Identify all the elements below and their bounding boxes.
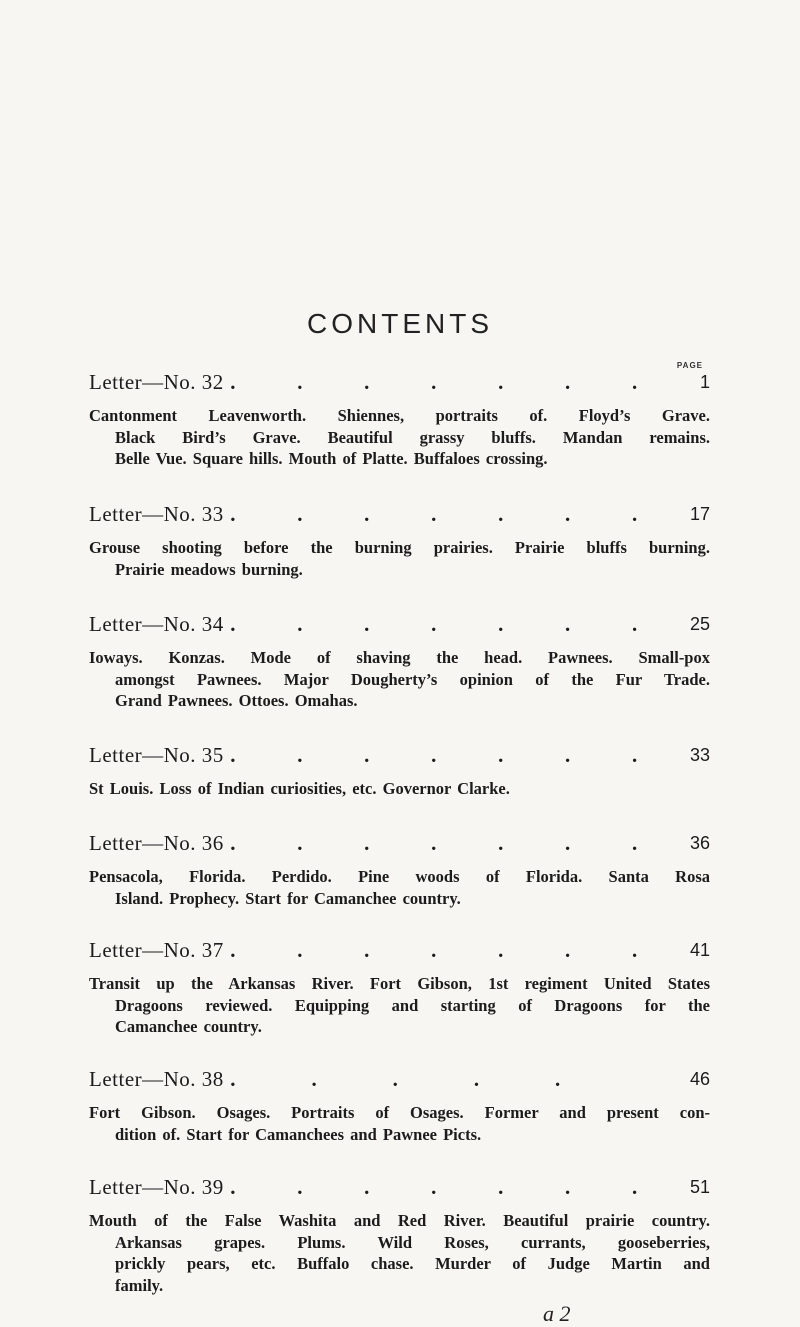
entry-description [89, 1102, 710, 1145]
description-line: Camanchee country. [115, 1017, 262, 1036]
contents-entry [89, 830, 710, 909]
entry-label: Letter—No. 35 [89, 743, 224, 767]
description-line: Black Bird’s Grave. Beautiful grassy bluffs. Mandan remains. [115, 427, 710, 447]
description-line: Pensacola, Florida. Perdido. Pine woods of Florida. Santa Rosa [89, 867, 710, 886]
description-line: Belle Vue. Square hills. Mouth of Platte. Buffaloes crossing. [115, 449, 548, 468]
contents-entry [89, 1066, 710, 1145]
leader-dots: . . . . . . . [231, 612, 638, 636]
description-line: Grouse shooting before the burning prairies. Prairie bluffs burning. [89, 538, 710, 557]
entry-page-number: 17 [689, 504, 710, 524]
description-line: Ioways. Konzas. Mode of shaving the head. Pawnees. Small-pox [89, 648, 710, 667]
entry-heading [89, 937, 710, 963]
entry-page-number: 25 [689, 614, 710, 634]
description-line: Prairie meadows burning. [115, 559, 303, 579]
description-line: Cantonment Leavenworth. Shiennes, portraits of. Floyd’s Grave. [89, 406, 710, 425]
page-column-header: PAGE [676, 361, 703, 370]
leader-dots: . . . . . . . [231, 502, 638, 526]
entry-label: Letter—No. 39 [89, 1175, 224, 1199]
description-line: Grand Pawnees. Ottoes. Omahas. [115, 691, 358, 710]
entry-heading [89, 1066, 710, 1092]
entry-heading [89, 830, 710, 856]
contents-entry [89, 937, 710, 1038]
signature-mark: a 2 [543, 1301, 571, 1326]
entry-label: Letter—No. 37 [89, 938, 224, 962]
entry-description [89, 1210, 710, 1296]
description-line: Mouth of the False Washita and Red River. Beautiful prairie country. [89, 1211, 710, 1230]
entry-page-number: 36 [689, 833, 710, 853]
entry-heading [89, 501, 710, 527]
description-line: prickly pears, etc. Buffalo chase. Murder of Judge Martin and [115, 1254, 710, 1273]
description-line: dition of. Start for Camanchees and Pawnee Picts. [115, 1124, 482, 1144]
contents-entry [89, 369, 710, 470]
description-line: Island. Prophecy. Start for Camanchee country. [115, 888, 461, 908]
entry-page-number: 46 [689, 1069, 710, 1089]
entry-description [89, 647, 710, 712]
entry-heading [89, 1174, 710, 1200]
entry-label: Letter—No. 38 [89, 1067, 224, 1091]
description-line: Transit up the Arkansas River. Fort Gibson, 1st regiment United States [89, 974, 710, 993]
entry-description [89, 537, 710, 580]
entry-heading [89, 611, 710, 637]
entry-page-number: 33 [689, 745, 710, 765]
leader-dots: . . . . . . . [231, 831, 638, 855]
description-line: Fort Gibson. Osages. Portraits of Osages. Former and present con- [89, 1103, 710, 1122]
description-line: Arkansas grapes. Plums. Wild Roses, currants, gooseberries, [115, 1232, 710, 1252]
entry-description [89, 866, 710, 909]
description-line: Dragoons reviewed. Equipping and starting of Dragoons for the [115, 995, 710, 1015]
entry-label: Letter—No. 34 [89, 612, 224, 636]
contents-entry [89, 1174, 710, 1296]
entry-page-number: 51 [689, 1177, 710, 1197]
entry-heading [89, 369, 710, 395]
entry-page-number: 1 [699, 372, 710, 392]
entry-page-number: 41 [689, 940, 710, 960]
leader-dots: . . . . . . . [231, 938, 638, 962]
contents-entry [89, 742, 710, 800]
entry-label: Letter—No. 33 [89, 502, 224, 526]
leader-dots: . . . . . [231, 1067, 561, 1091]
contents-entry [89, 501, 710, 580]
leader-dots: . . . . . . . [231, 370, 638, 394]
description-line: family. [115, 1275, 164, 1295]
entry-description [89, 778, 710, 800]
description-line: St Louis. Loss of Indian curiosities, etc. Governor Clarke. [89, 779, 510, 798]
entry-label: Letter—No. 32 [89, 370, 224, 394]
page-title: CONTENTS [307, 308, 493, 339]
description-line: amongst Pawnees. Major Dougherty’s opinion of the Fur Trade. [115, 669, 710, 689]
contents-entry [89, 611, 710, 712]
entry-label: Letter—No. 36 [89, 831, 224, 855]
entry-description [89, 405, 710, 470]
entry-heading [89, 742, 710, 768]
leader-dots: . . . . . . . [231, 743, 638, 767]
entry-description [89, 973, 710, 1038]
leader-dots: . . . . . . . [231, 1175, 638, 1199]
